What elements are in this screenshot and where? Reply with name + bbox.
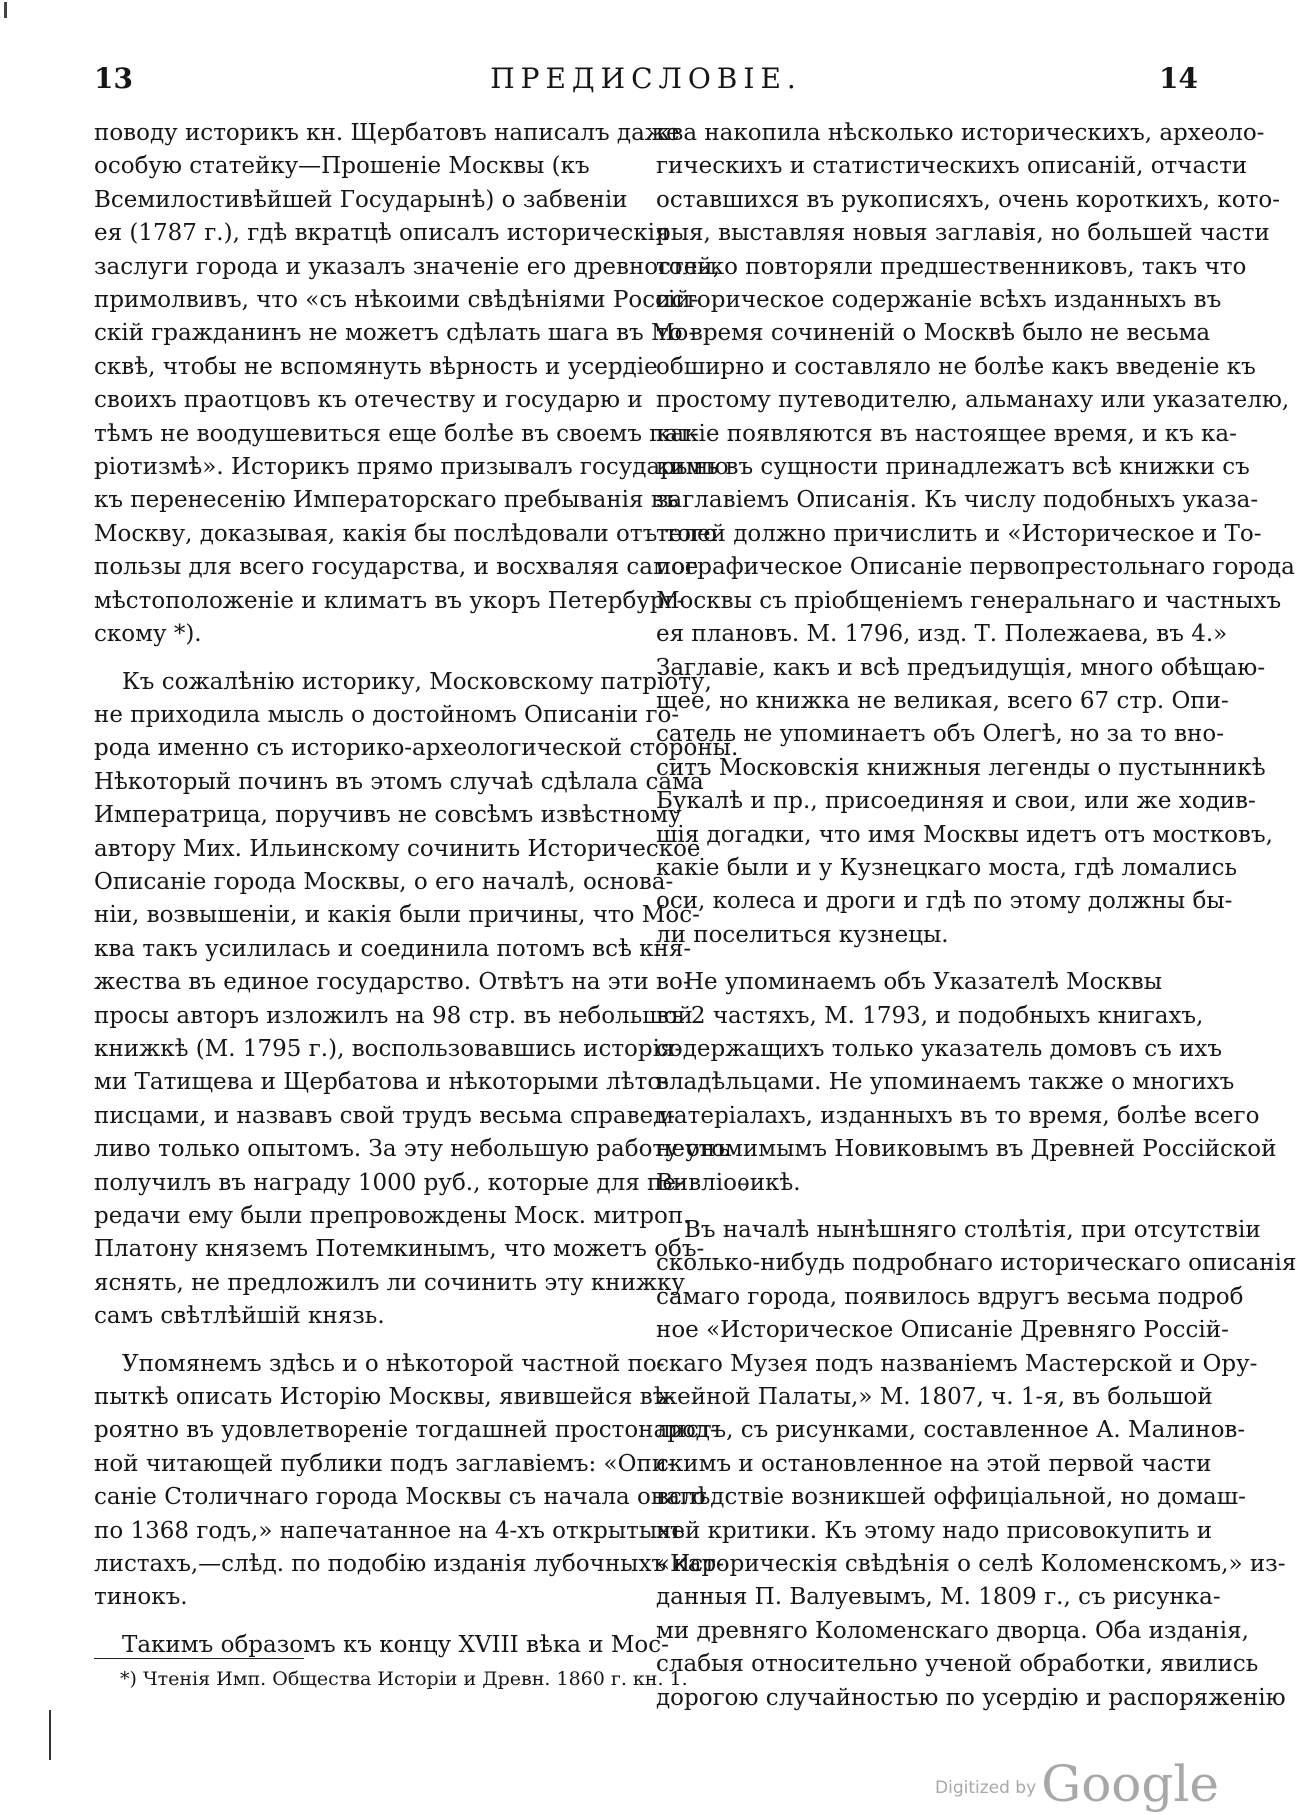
- text-line: владѣльцами. Не упоминаемъ также о многихъ: [656, 1069, 1235, 1096]
- text-line: мѣстоположеніе и климатъ въ укоръ Петербург-: [94, 587, 685, 614]
- google-logo: Google: [1041, 1755, 1219, 1813]
- text-line: шія догадки, что имя Москвы идетъ отъ мостковъ,: [656, 821, 1273, 848]
- text-line: ситъ Московскія книжныя легенды о пустынникѣ: [656, 754, 1266, 781]
- text-line: телей должно причислить и «Историческое и То-: [656, 520, 1262, 547]
- footnote: *) Чтенія Имп. Общества Исторіи и Древн. 1860 г. кн. 1.: [120, 1668, 688, 1690]
- text-line: сатель не упоминаетъ объ Олегѣ, но за то вно-: [656, 721, 1224, 748]
- text-line: заслуги города и указалъ значеніе его древностей,: [94, 253, 721, 280]
- text-line: ква накопила нѣсколько историческихъ, археоло-: [656, 120, 1265, 146]
- text-line: пользы для всего государства, и восхваляя самое: [94, 554, 699, 581]
- text-line: примолвивъ, что «съ нѣкоими свѣдѣніями Россій-: [94, 287, 699, 314]
- text-line: Императрица, поручивъ не совсѣмъ извѣстному: [94, 802, 682, 829]
- text-line: жейной Палаты,» М. 1807, ч. 1-я, въ большой: [656, 1384, 1213, 1411]
- text-line: историческое содержаніе всѣхъ изданныхъ въ: [656, 287, 1222, 314]
- text-line: тѣмъ не воодушевиться еще болѣе въ своемъ пат-: [94, 420, 699, 447]
- text-line: жества въ единое государство. Отвѣтъ на эти во-: [94, 969, 691, 996]
- text-line: «Историческія свѣдѣнія о селѣ Коломенскомъ,» из-: [656, 1551, 1286, 1578]
- text-line: книжкѣ (М. 1795 г.), воспользовавшись исторія-: [94, 1035, 683, 1062]
- text-line: Такимъ образомъ къ концу XVIII вѣка и Мос-: [122, 1631, 669, 1658]
- paragraph: [94, 117, 729, 652]
- text-line: просы авторъ изложилъ на 98 стр. въ небольшой: [94, 1002, 693, 1029]
- text-line: саніе Столичнаго города Москвы съ начала онаго: [94, 1484, 706, 1511]
- text-line: ней критики. Къ этому надо присовокупить и: [656, 1517, 1213, 1544]
- page-number-left: 13: [94, 62, 133, 95]
- running-title: ПРЕДИСЛОВІЕ.: [490, 62, 802, 95]
- text-line: Всемилостивѣйшей Государынѣ) о забвеніи: [94, 186, 628, 213]
- text-line: Упомянемъ здѣсь и о нѣкоторой частной по-: [122, 1350, 665, 1377]
- text-line: кимъ въ сущности принадлежатъ всѣ книжки съ: [656, 454, 1250, 481]
- text-line: вслѣдствіе возникшей оффиціальной, но домаш-: [656, 1484, 1246, 1511]
- text-line: Вивліоѳикѣ.: [656, 1169, 801, 1196]
- text-line: Платону княземъ Потемкинымъ, что можетъ объ-: [94, 1236, 705, 1263]
- text-line: Описаніе города Москвы, о его началѣ, основа-: [94, 868, 674, 895]
- text-line: особую статейку—Прошеніе Москвы (къ: [94, 153, 590, 180]
- text-line: Москву, доказывая, какія бы послѣдовали отъ того: [94, 520, 718, 547]
- text-line: содержащихъ только указатель домовъ съ ихъ: [656, 1035, 1223, 1062]
- text-line: своихъ праотцовъ къ отечеству и государю и: [94, 387, 643, 414]
- text-line: щее, но книжка не великая, всего 67 стр. Опи-: [656, 687, 1229, 714]
- text-line: обширно и составляло не болѣе какъ введеніе къ: [656, 353, 1256, 380]
- text-line: Нѣкоторый починъ въ этомъ случаѣ сдѣлала сама: [94, 768, 704, 795]
- text-line: по 1368 годъ,» напечатанное на 4-хъ открытыхъ: [94, 1517, 685, 1544]
- paragraph: [656, 117, 1295, 952]
- text-line: Къ сожалѣнію историку, Московскому патріоту,: [122, 668, 712, 695]
- text-line: къ перенесенію Императорскаго пребыванія въ: [94, 487, 679, 514]
- text-line: ли поселиться кузнецы.: [656, 921, 949, 948]
- text-line: не приходила мысль о достойномъ Описаніи го-: [94, 701, 680, 728]
- text-line: простому путеводителю, альманаху или указателю,: [656, 387, 1290, 414]
- text-line: скимъ и остановленное на этой первой части: [656, 1450, 1212, 1477]
- text-line: то время сочиненій о Москвѣ было не весьма: [656, 320, 1211, 347]
- text-line: гическихъ и статистическихъ описаній, отчасти: [656, 153, 1248, 180]
- text-line: рода именно съ историко-археологической стороны.: [94, 735, 739, 762]
- text-line: дорогою случайностью по усердію и распоряженію: [656, 1684, 1286, 1711]
- text-line: яснять, не предложилъ ли сочинить эту книжку: [94, 1269, 685, 1296]
- text-line: автору Мих. Ильинскому сочинить Историческое: [94, 835, 701, 862]
- text-line: ніи, возвышеніи, и какія были причины, что Мос-: [94, 902, 700, 929]
- text-line: Въ началѣ нынѣшняго столѣтія, при отсутствіи: [684, 1217, 1261, 1243]
- text-line: неутомимымъ Новиковымъ въ Древней Россійской: [656, 1136, 1277, 1163]
- text-line: самаго города, появилось вдругъ весьма подроб: [656, 1283, 1244, 1310]
- text-line: пыткѣ описать Исторію Москвы, явившейся вѣ-: [94, 1384, 675, 1411]
- text-line: листахъ,—слѣд. по подобію изданія лубочныхъ кар-: [94, 1551, 724, 1578]
- text-line: листъ, съ рисунками, составленное А. Малинов-: [656, 1417, 1246, 1444]
- text-line: ливо только опытомъ. За эту небольшую работу онъ: [94, 1136, 730, 1163]
- text-line: Заглавіе, какъ и всѣ предъидущія, много обѣщаю-: [656, 654, 1266, 681]
- text-line: пографическое Описаніе первопрестольнаго города: [656, 554, 1295, 581]
- scan-artifact-line: [49, 1710, 51, 1760]
- text-line: скому *).: [94, 621, 202, 648]
- digitized-watermark: [935, 1755, 1219, 1813]
- text-line: ея плановъ. М. 1796, изд. Т. Полежаева, въ 4.»: [656, 621, 1228, 648]
- text-line: въ 2 частяхъ, М. 1793, и подобныхъ книгахъ,: [656, 1002, 1204, 1029]
- text-line: Москвы съ пріобщеніемъ генеральнаго и частныхъ: [656, 587, 1282, 614]
- page-number-right: 14: [1159, 62, 1198, 95]
- right-column: [656, 117, 1297, 1729]
- text-line: сквѣ, чтобы не вспомянуть вѣрность и усердіе: [94, 353, 658, 380]
- text-line: сколько-нибудь подробнаго историческаго описанія: [656, 1250, 1297, 1277]
- text-line: заглавіемъ Описанія. Къ числу подобныхъ указа-: [656, 487, 1259, 514]
- text-line: ми Татищева и Щербатова и нѣкоторыми лѣто-: [94, 1069, 669, 1096]
- text-line: поводу историкъ кн. Щербатовъ написалъ даже: [94, 120, 680, 146]
- text-line: ква такъ усилилась и соединила потомъ всѣ кня-: [94, 935, 692, 962]
- text-line: рыя, выставляя новыя заглавія, но большей части: [656, 220, 1270, 247]
- text-line: получилъ въ награду 1000 руб., которые для пе-: [94, 1169, 684, 1196]
- scan-artifact-mark: [4, 2, 7, 18]
- text-line: ми древняго Коломенскаго дворца. Оба изданія,: [656, 1617, 1249, 1644]
- text-line: только повторяли предшественниковъ, такъ что: [656, 253, 1247, 280]
- text-line: ное «Историческое Описаніе Древняго Россій-: [656, 1317, 1229, 1344]
- text-line: редачи ему были препровождены Моск. митроп.: [94, 1203, 691, 1229]
- text-line: тинокъ.: [94, 1584, 188, 1611]
- text-line: какіе появляются въ настоящее время, и къ ка-: [656, 420, 1237, 447]
- text-line: роятно въ удовлетвореніе тогдашней простонарод-: [94, 1417, 718, 1444]
- paragraph: [94, 1348, 724, 1615]
- footnote-divider: [94, 1658, 304, 1659]
- text-line: скаго Музея подъ названіемъ Мастерской и Ору-: [656, 1350, 1258, 1377]
- watermark-prefix: Digitized by: [935, 1778, 1037, 1798]
- text-line: какіе были и у Кузнецкаго моста, гдѣ ломались: [656, 854, 1238, 881]
- text-line: писцами, и назвавъ свой трудъ весьма справед-: [94, 1102, 676, 1129]
- text-line: оставшихся въ рукописяхъ, очень короткихъ, кото-: [656, 186, 1280, 213]
- paragraph: [656, 966, 1277, 1200]
- text-line: ея (1787 г.), гдѣ вкратцѣ описалъ историческія: [94, 220, 670, 247]
- text-line: оси, колеса и дроги и гдѣ по этому должны бы-: [656, 888, 1233, 915]
- text-line: матеріалахъ, изданныхъ въ то время, болѣе всего: [656, 1102, 1260, 1129]
- page-header: [94, 62, 1198, 102]
- text-line: скій гражданинъ не можетъ сдѣлать шага въ Мо-: [94, 320, 697, 347]
- text-line: самъ свѣтлѣйшій князь.: [94, 1303, 385, 1330]
- text-line: Не упоминаемъ объ Указателѣ Москвы: [684, 969, 1163, 996]
- text-line: слабыя относительно ученой обработки, явились: [656, 1651, 1259, 1678]
- text-line: ной читающей публики подъ заглавіемъ: «Опи-: [94, 1450, 675, 1477]
- text-line: ріотизмѣ». Историкъ прямо призывалъ государыню: [94, 454, 729, 481]
- text-line: данныя П. Валуевымъ, М. 1809 г., съ рисунка-: [656, 1584, 1221, 1611]
- text-line: Букалѣ и пр., присоединяя и свои, или же ходив-: [656, 788, 1256, 815]
- paragraph: [656, 1214, 1297, 1715]
